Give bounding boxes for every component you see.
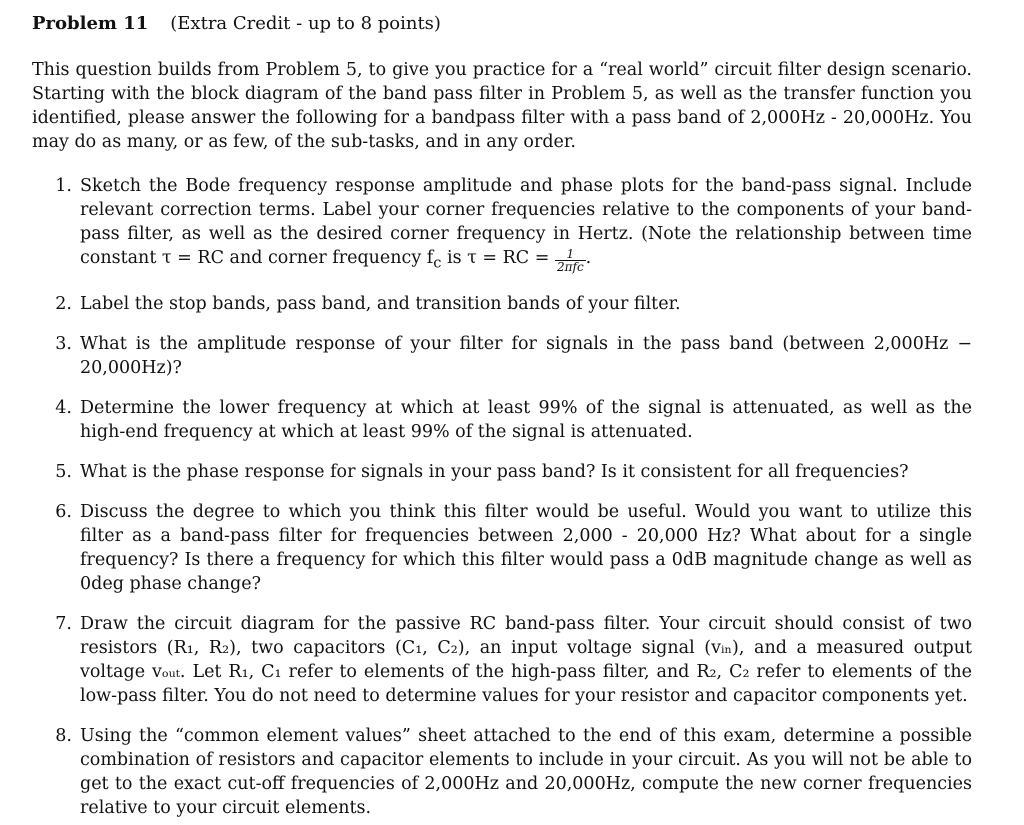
item-text: Discuss the degree to which you think this filter would be useful. Would you want to utilize this filter as a band-pass filter for frequencies between 2,000 - 20,000 Hz? What about for a single frequency? Is there a frequency for which this filter would pass a 0dB magnitude change as well as 0deg phase change? xyxy=(80,501,972,594)
problem-title: Problem 11 xyxy=(32,13,149,34)
list-item xyxy=(32,724,972,820)
item-number: 4. xyxy=(55,397,72,418)
item-text: Draw the circuit diagram for the passive RC band-pass filter. Your circuit should consist of two resistors (R₁, R₂), two capacitors (C₁, C₂), an input voltage signal (vᵢₙ), and a measured output voltage vₒᵤₜ. Let R₁, C₁ refer to elements of the high-pass filter, and R₂, C₂ refer to elements of the low-pass filter. You do not need to determine values for your resistor and capacitor components yet. xyxy=(80,613,972,706)
item-text: Label the stop bands, pass band, and transition bands of your filter. xyxy=(80,293,681,314)
item-text-main: Sketch the Bode frequency response amplitude and phase plots for the band-pass signal. Include relevant correction terms. Label your corner frequencies relative to the components of your band-pass filter, as well as the desired corner frequency in Hertz. (Note the relationship between time constant τ = RC and corner frequency f xyxy=(80,176,972,268)
item-text-end: . xyxy=(585,248,592,268)
item-text: Determine the lower frequency at which at least 99% of the signal is attenuated, as well as the high-end frequency at which at least 99% of the signal is attenuated. xyxy=(80,397,972,442)
list-item xyxy=(32,396,972,444)
fraction xyxy=(555,248,586,273)
list-item xyxy=(32,460,972,484)
item-number: 3. xyxy=(55,333,72,354)
list-item xyxy=(32,500,972,596)
list-item xyxy=(32,612,972,708)
item-number: 2. xyxy=(55,293,72,314)
item-number: 1. xyxy=(55,176,72,196)
problem-header xyxy=(32,12,972,36)
item-text: Using the “common element values” sheet attached to the end of this exam, determine a possible combination of resistors and capacitor elements to include in your circuit. As you will not be able to get to the exact cut-off frequencies of 2,000Hz and 20,000Hz, compute the new corner frequencies relative to your circuit elements. xyxy=(80,725,972,818)
list-item xyxy=(32,174,972,276)
fraction-denominator: 2πfc xyxy=(556,260,584,274)
item-number: 7. xyxy=(55,613,72,634)
item-number: 8. xyxy=(55,725,72,746)
task-list xyxy=(32,174,972,820)
problem-subtitle: (Extra Credit - up to 8 points) xyxy=(170,13,441,34)
list-item xyxy=(32,332,972,380)
item-number: 5. xyxy=(55,461,72,482)
fraction-numerator: 1 xyxy=(555,248,586,261)
item-text xyxy=(80,174,972,276)
item-text: What is the phase response for signals in your pass band? Is it consistent for all frequencies? xyxy=(80,461,909,482)
item-text-subscript: c xyxy=(433,254,442,272)
item-text-mid: is τ = RC = xyxy=(441,248,555,268)
item-text: What is the amplitude response of your filter for signals in the pass band (between 2,000Hz − 20,000Hz)? xyxy=(80,333,972,378)
list-item xyxy=(32,292,972,316)
item-number: 6. xyxy=(55,501,72,522)
intro-paragraph: This question builds from Problem 5, to give you practice for a “real world” circuit filter design scenario. Starting with the block diagram of the band pass filter in Problem 5, as well as the transfer function you identified, please answer the following for a bandpass filter with a pass band of 2,000Hz - 20,000Hz. You may do as many, or as few, of the sub-tasks, and in any order. xyxy=(32,60,972,152)
